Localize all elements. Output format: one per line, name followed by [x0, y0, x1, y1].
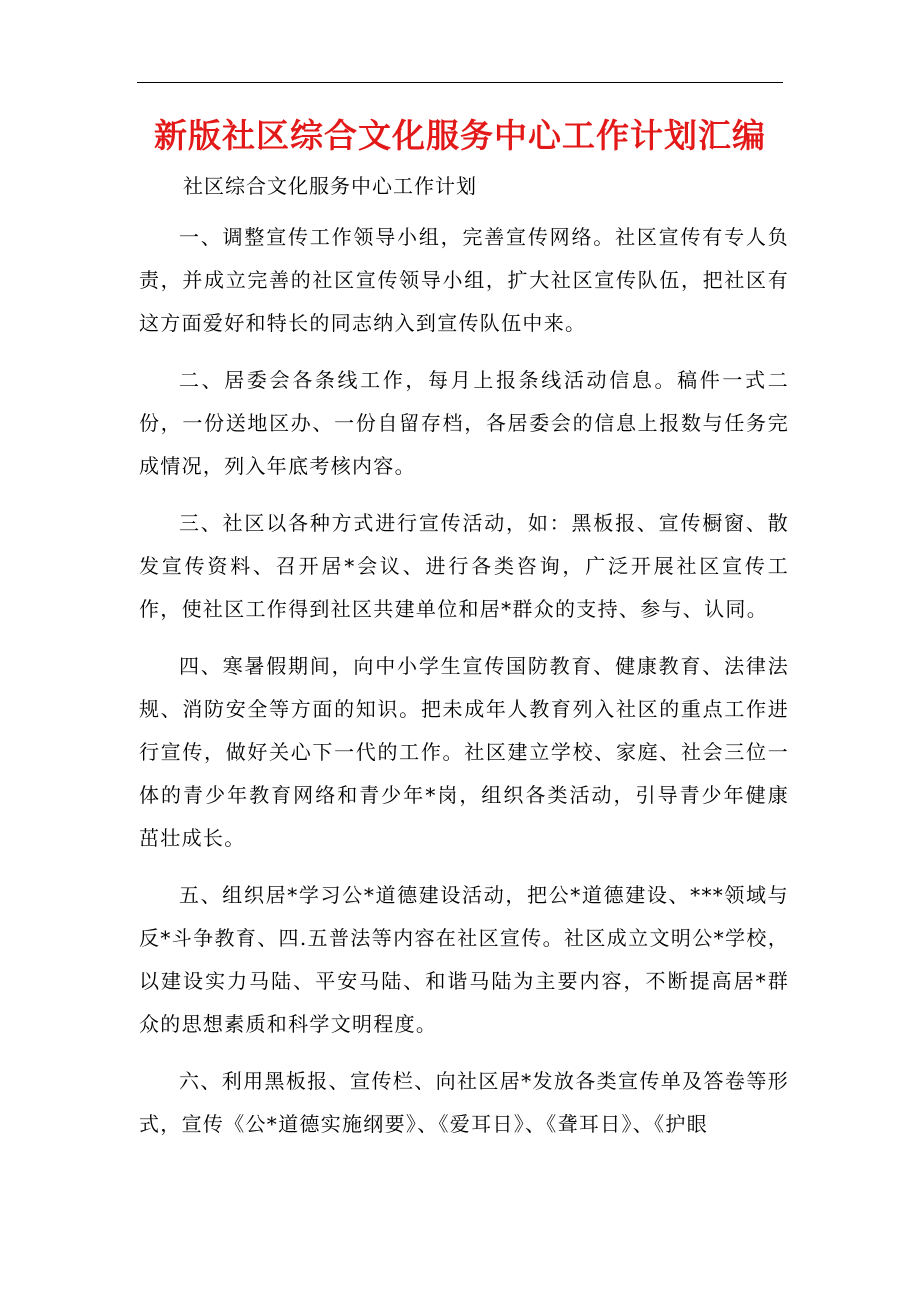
document-subtitle: 社区综合文化服务中心工作计划 [183, 174, 477, 198]
paragraph-4: 四、寒暑假期间，向中小学生宣传国防教育、健康教育、法律法规、消防安全等方面的知识。把未成年人教育列入社区的重点工作进行宣传，做好关心下一代的工作。社区建立学校、家庭、社会三位一体的青少年教育网络和青少年*岗，组织各类活动，引导青少年健康茁壮成长。 [139, 654, 789, 850]
paragraph-1: 一、调整宣传工作领导小组，完善宣传网络。社区宣传有专人负责，并成立完善的社区宣传领导小组，扩大社区宣传队伍，把社区有这方面爱好和特长的同志纳入到宣传队伍中来。 [139, 225, 789, 335]
document-body [139, 216, 789, 1160]
paragraph-6: 六、利用黑板报、宣传栏、向社区居*发放各类宣传单及答卷等形式，宣传《公*道德实施纲要》、《爱耳日》、《聋耳日》、《护眼 [139, 1069, 789, 1136]
paragraph-2: 二、居委会各条线工作，每月上报条线活动信息。稿件一式二份，一份送地区办、一份自留存档，各居委会的信息上报数与任务完成情况，列入年底考核内容。 [139, 368, 789, 478]
header-rule [137, 82, 783, 83]
paragraph-5: 五、组织居*学习公*道德建设活动，把公*道德建设、***领域与反*斗争教育、四.五普法等内容在社区宣传。社区成立文明公*学校，以建设实力马陆、平安马陆、和谐马陆为主要内容，不断提高居*群众的思想素质和科学文明程度。 [139, 883, 789, 1036]
document-title: 新版社区综合文化服务中心工作计划汇编 [154, 116, 766, 155]
paragraph-3: 三、社区以各种方式进行宣传活动，如：黑板报、宣传橱窗、散发宣传资料、召开居*会议、进行各类咨询，广泛开展社区宣传工作，使社区工作得到社区共建单位和居*群众的支持、参与、认同。 [139, 511, 789, 621]
